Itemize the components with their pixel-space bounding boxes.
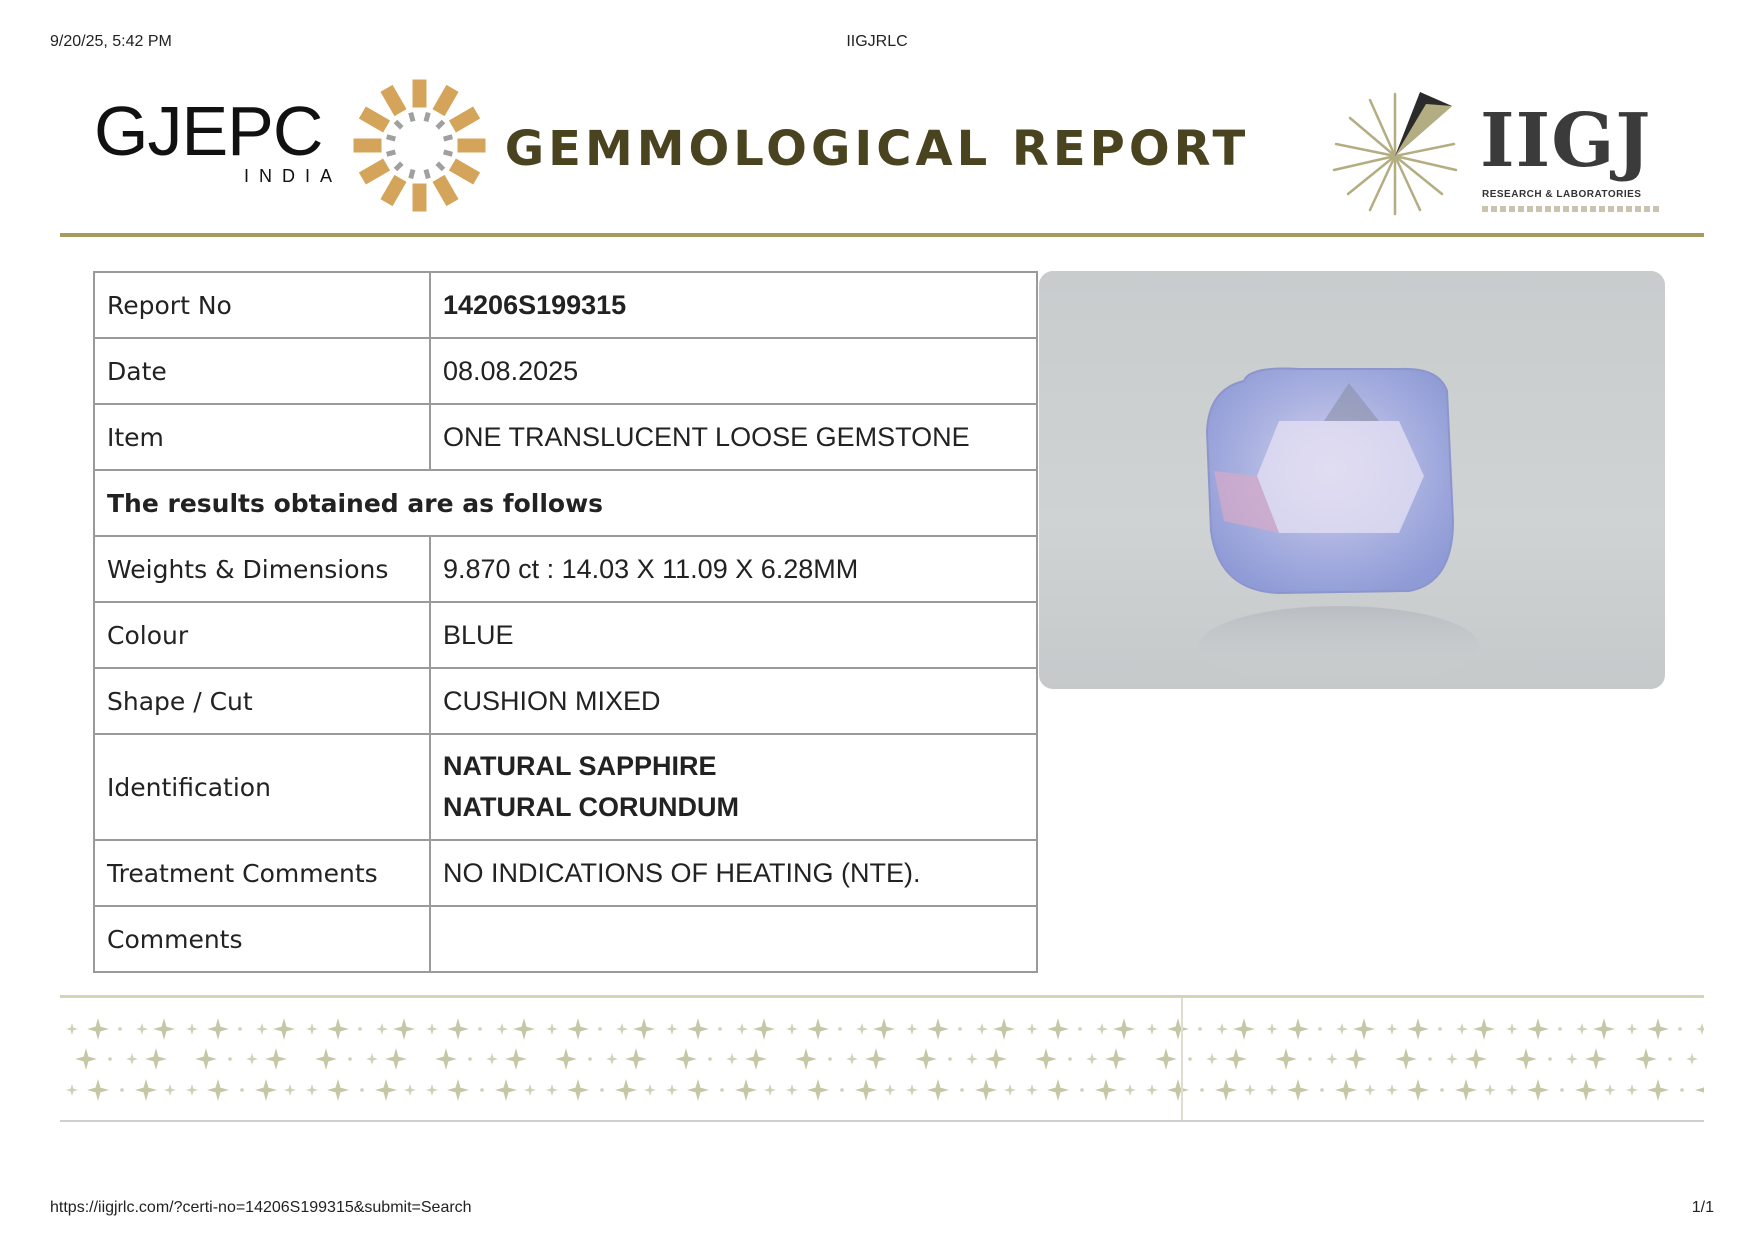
iigj-burst-emblem	[1330, 86, 1460, 216]
identification-value	[430, 734, 1037, 840]
shape-value: CUSHION MIXED	[430, 668, 1037, 734]
gjepc-logo-sub: INDIA	[244, 166, 343, 186]
table-row	[94, 404, 1037, 470]
table-row	[94, 906, 1037, 972]
item-value: ONE TRANSLUCENT LOOSE GEMSTONE	[430, 404, 1037, 470]
table-row	[94, 536, 1037, 602]
table-row	[94, 734, 1037, 840]
treatment-value: NO INDICATIONS OF HEATING (NTE).	[430, 840, 1037, 906]
comments-value	[430, 906, 1037, 972]
table-row	[94, 272, 1037, 338]
identification-label: Identification	[94, 734, 430, 840]
table-row	[94, 338, 1037, 404]
comments-label: Comments	[94, 906, 430, 972]
table-row	[94, 668, 1037, 734]
gjepc-logo-word: GJEPC	[94, 92, 323, 170]
header-divider	[60, 233, 1704, 237]
identification-line-2: NATURAL CORUNDUM	[443, 792, 739, 822]
date-value: 08.08.2025	[430, 338, 1037, 404]
decorative-star-band	[60, 995, 1704, 1122]
gemstone-photo	[1039, 271, 1665, 689]
item-label: Item	[94, 404, 430, 470]
iigj-logo-fine-print	[1482, 206, 1662, 212]
iigj-logo	[1330, 76, 1670, 221]
print-page-title: IIGJRLC	[846, 33, 908, 50]
print-datetime: 9/20/25, 5:42 PM	[50, 33, 172, 50]
report-title: GEMMOLOGICAL REPORT	[504, 121, 1250, 177]
gemstone-illustration	[1039, 271, 1665, 689]
colour-label: Colour	[94, 602, 430, 668]
sparkle-pattern	[60, 998, 1704, 1120]
iigj-logo-sub: RESEARCH & LABORATORIES	[1482, 189, 1642, 200]
table-row	[94, 840, 1037, 906]
treatment-label: Treatment Comments	[94, 840, 430, 906]
table-row	[94, 602, 1037, 668]
date-label: Date	[94, 338, 430, 404]
shape-label: Shape / Cut	[94, 668, 430, 734]
weights-label: Weights & Dimensions	[94, 536, 430, 602]
print-page-number: 1/1	[1691, 1199, 1714, 1216]
weights-value: 9.870 ct : 14.03 X 11.09 X 6.28MM	[430, 536, 1037, 602]
report-no-label: Report No	[94, 272, 430, 338]
print-url: https://iigjrlc.com/?certi-no=14206S199315&submit=Search	[50, 1199, 472, 1216]
results-table	[93, 271, 1038, 973]
colour-value: BLUE	[430, 602, 1037, 668]
report-no-value: 14206S199315	[430, 272, 1037, 338]
iigj-logo-word: IIGJ	[1480, 98, 1652, 184]
identification-line-1: NATURAL SAPPHIRE	[443, 751, 717, 781]
results-heading: The results obtained are as follows	[94, 470, 1037, 536]
table-row	[94, 470, 1037, 536]
